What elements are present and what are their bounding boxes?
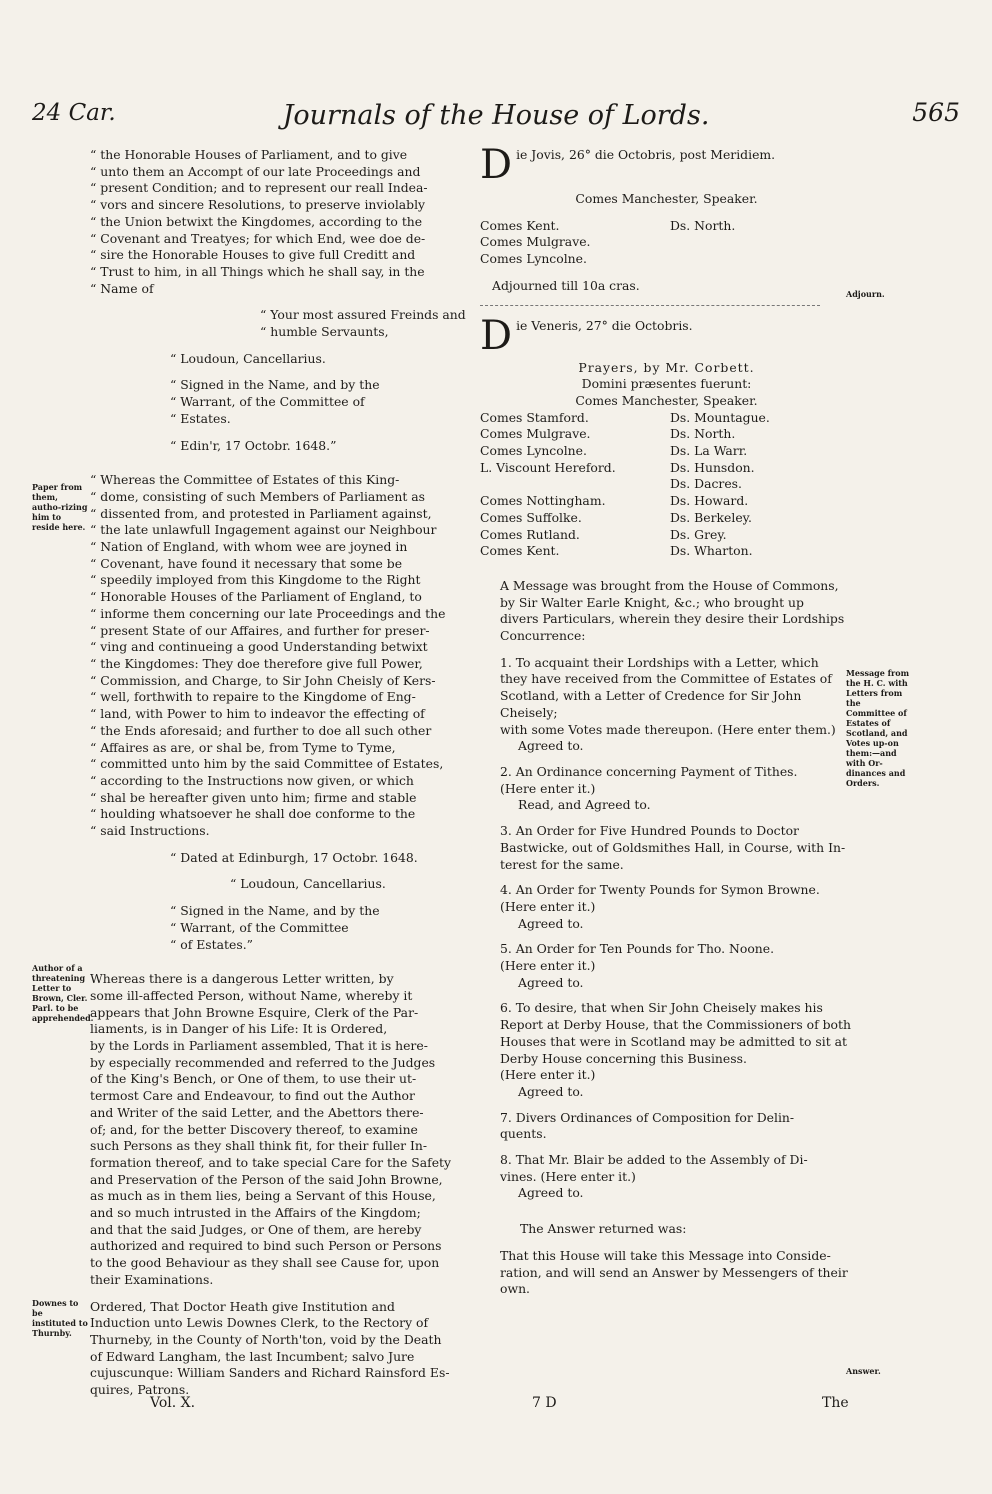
text-line: to the good Behaviour as they shall see Cause for, upon	[90, 1255, 440, 1271]
left-column	[90, 147, 466, 1399]
text-line: authorized and required to bind such Person or Persons	[90, 1238, 442, 1254]
text-line: “ houlding whatsoever he shall doe conforme to the	[90, 806, 416, 822]
text-line: “ Commission, and Charge, to Sir John Cheisly of Kers-	[90, 672, 436, 688]
margin-note-paper: Paper from them, autho-rizing him to reside here.	[32, 482, 88, 532]
text-line: their Examinations.	[90, 1271, 214, 1287]
item-line: with some Votes made thereupon. (Here enter them.)	[500, 721, 836, 737]
text-line: “ Warrant, of the Committee	[170, 919, 349, 935]
text-line: “ of Estates.”	[170, 936, 253, 952]
lord-name: Comes Rutland.	[480, 526, 580, 542]
day1-dropcap: D	[480, 142, 513, 188]
commission-date: “ Dated at Edinburgh, 17 Octobr. 1648.	[170, 849, 418, 865]
order-threatening-letter	[90, 971, 466, 1288]
text-line: Induction unto Lewis Downes Clerk, to the Rectory of	[90, 1315, 429, 1331]
text-line: “ committed unto him by the said Committee of Estates,	[90, 756, 444, 772]
letter-date: “ Edin'r, 17 Octobr. 1648.”	[170, 437, 337, 453]
message-item	[480, 823, 853, 882]
letter-signer: “ Loudoun, Cancellarius.	[170, 350, 326, 366]
text-line: quires, Patrons.	[90, 1382, 190, 1398]
margin-note-adjourn: Adjourn.	[846, 289, 885, 299]
text-line: as much as in them lies, being a Servant of this House,	[90, 1188, 436, 1204]
right-column	[480, 142, 853, 1298]
text-line: “ present Condition; and to represent our reall Indea-	[90, 180, 428, 196]
lord-name: Comes Lyncolne.	[480, 251, 587, 267]
item-line: 2. An Ordinance concerning Payment of Tithes.	[500, 763, 798, 779]
prayers: Prayers, by Mr. Corbett.	[578, 359, 755, 375]
margin-note-message: Message from the H. C. with Letters from the Committee of Estates of Scotland, and Votes up-on them:—and with Or-dinances and Orders.	[846, 668, 910, 788]
lord-name: Ds. La Warr.	[670, 443, 748, 459]
item-line: Derby House concerning this Business.	[500, 1050, 747, 1066]
text-line: of the King's Bench, or One of them, to use their ut-	[90, 1071, 417, 1087]
day1-heading: D ie Jovis, 26° die Octobris, post Meridiem.	[480, 142, 776, 188]
day2-heading: D ie Veneris, 27° die Octobris.	[480, 312, 693, 359]
item-line: Houses that were in Scotland may be admitted to sit at	[500, 1033, 848, 1049]
running-head-left: 24 Car.	[32, 100, 116, 126]
item-line: 3. An Order for Five Hundred Pounds to Doctor	[500, 823, 799, 839]
commission-signed-note	[90, 903, 466, 953]
lord-name: Ds. Dacres.	[670, 476, 742, 492]
item-line: 7. Divers Ordinances of Composition for Delin-	[500, 1109, 795, 1125]
item-line: terest for the same.	[500, 856, 624, 872]
day1-adjourned: Adjourned till 10a cras.	[492, 277, 640, 293]
lord-name: Ds. Howard.	[670, 493, 749, 509]
item-line: vines. (Here enter it.)	[500, 1168, 636, 1184]
text-line: “ Nation of England, with whom wee are joyned in	[90, 539, 408, 555]
item-line: (Here enter it.)	[500, 958, 596, 974]
text-line: own.	[500, 1281, 530, 1297]
letter-signoff	[90, 307, 466, 340]
lord-name: Comes Mulgrave.	[480, 234, 591, 250]
day2-dropcap: D	[480, 312, 513, 359]
text-line: “ speedily imployed from this Kingdome to the Right	[90, 572, 421, 588]
text-line: such Persons as they shall think fit, for their fuller In-	[90, 1138, 428, 1154]
answer-heading: The Answer returned was:	[520, 1221, 687, 1237]
text-line: “ Covenant and Treatyes; for which End, wee doe de-	[90, 230, 426, 246]
item-line: Report at Derby House, that the Commissioners of both	[500, 1017, 851, 1033]
lord-name: Comes Lyncolne.	[480, 443, 587, 459]
lord-name: Ds. North.	[670, 426, 736, 442]
text-line: and so much intrusted in the Affairs of the Kingdom;	[90, 1205, 421, 1221]
text-line: “ present State of our Affaires, and further for preser-	[90, 622, 430, 638]
text-line: “ Name of	[90, 280, 154, 296]
margin-note-downes: Downes to be instituted to Thurnby.	[32, 1298, 88, 1338]
text-line: of Edward Langham, the last Incumbent; salvo Jure	[90, 1348, 415, 1364]
commons-message	[480, 578, 853, 645]
text-line: “ Estates.	[170, 410, 231, 426]
item-line: 4. An Order for Twenty Pounds for Symon Browne.	[500, 882, 820, 898]
margin-note-author: Author of a threatening Letter to Brown, Cler. Parl. to be apprehended.	[32, 963, 94, 1023]
message-items	[480, 655, 853, 1211]
item-line: 1. To acquaint their Lordships with a Letter, which	[500, 654, 819, 670]
text-line: “ vors and sincere Resolutions, to preserve inviolably	[90, 197, 426, 213]
day1-lords-list	[480, 218, 853, 268]
day2-lords-list	[480, 410, 853, 560]
divider	[480, 305, 820, 306]
item-line: 5. An Order for Ten Pounds for Tho. Noone.	[500, 941, 775, 957]
text-line: “ dissented from, and protested in Parliament against,	[90, 505, 432, 521]
answer-text	[480, 1248, 853, 1298]
item-line: (Here enter it.)	[500, 780, 596, 796]
letter-signed-note	[90, 377, 466, 427]
lord-name	[480, 476, 670, 493]
text-line: and Preservation of the Person of the said John Browne,	[90, 1171, 443, 1187]
lord-name: Ds. Wharton.	[670, 543, 753, 559]
text-line: A Message was brought from the House of Commons,	[500, 577, 839, 593]
message-item	[480, 1000, 853, 1109]
text-line: some ill-affected Person, without Name, whereby it	[90, 987, 413, 1003]
lord-name: L. Viscount Hereford.	[480, 459, 616, 475]
lord-name: Comes Kent.	[480, 543, 560, 559]
item-agreed: Agreed to.	[518, 1083, 584, 1099]
footer-signature: 7 D	[532, 1395, 557, 1411]
text-line: “ the Ends aforesaid; and further to doe all such other	[90, 722, 432, 738]
item-line: Scotland, with a Letter of Credence for Sir John Cheisely;	[500, 688, 802, 720]
page-number: 565	[912, 98, 960, 127]
item-line: quents.	[500, 1126, 547, 1142]
lord-name: Ds. Mountague.	[670, 409, 770, 425]
lord-name: Ds. Grey.	[670, 526, 727, 542]
text-line: “ Signed in the Name, and by the	[170, 903, 380, 919]
lord-name: Comes Suffolke.	[480, 509, 582, 525]
item-agreed: Agreed to.	[518, 738, 584, 754]
text-line: formation thereof, and to take special Care for the Safety	[90, 1154, 452, 1170]
message-item	[480, 941, 853, 1000]
text-line: “ shal be hereafter given unto him; firme and stable	[90, 789, 417, 805]
text-line: cujuscunque: William Sanders and Richard Rainsford Es-	[90, 1365, 450, 1381]
text-line: by Sir Walter Earle Knight, &c.; who brought up	[500, 594, 804, 610]
message-item	[480, 1110, 853, 1152]
lord-name: Comes Nottingham.	[480, 493, 606, 509]
text-line: “ ving and continueing a good Understanding betwixt	[90, 639, 428, 655]
text-line: “ said Instructions.	[90, 823, 210, 839]
text-line: “ Covenant, have found it necessary that some be	[90, 555, 403, 571]
text-line: “ the Honorable Houses of Parliament, and to give	[90, 147, 408, 162]
item-agreed: Read, and Agreed to.	[518, 797, 651, 813]
lord-name: Comes Stamford.	[480, 409, 589, 425]
lord-name: Ds. Hunsdon.	[670, 459, 755, 475]
text-line: and that the said Judges, or One of them, are hereby	[90, 1221, 422, 1237]
text-line: “ Your most assured Freinds and	[260, 307, 466, 323]
item-line: Bastwicke, out of Goldsmithes Hall, in Course, with In-	[500, 839, 846, 855]
text-line: liaments, is in Danger of his Life: It is Ordered,	[90, 1021, 388, 1037]
footer-catchword: The	[822, 1395, 849, 1411]
text-line: “ according to the Instructions now given, or which	[90, 772, 414, 788]
text-line: “ Whereas the Committee of Estates of this King-	[90, 472, 400, 488]
text-line: “ Signed in the Name, and by the	[170, 377, 380, 393]
text-line: “ Honorable Houses of the Parliament of England, to	[90, 589, 422, 605]
text-line: Concurrence:	[500, 628, 586, 644]
text-line: “ well, forthwith to repaire to the Kingdome of Eng-	[90, 689, 416, 705]
lord-name: Ds. North.	[670, 217, 736, 233]
text-line: “ unto them an Accompt of our late Proceedings and	[90, 163, 421, 179]
text-line: by the Lords in Parliament assembled, That it is here-	[90, 1038, 428, 1054]
text-line: “ Affaires as are, or shal be, from Tyme to Tyme,	[90, 739, 396, 755]
footer-volume: Vol. X.	[150, 1395, 196, 1411]
text-line: “ Trust to him, in all Things which he shall say, in the	[90, 263, 425, 279]
item-line: (Here enter it.)	[500, 1067, 596, 1083]
message-item	[480, 882, 853, 941]
day1-speaker: Comes Manchester, Speaker.	[575, 191, 758, 206]
text-line: “ the Union betwixt the Kingdomes, according to the	[90, 213, 423, 229]
item-line: (Here enter it.)	[500, 898, 596, 914]
text-line: ration, and will send an Answer by Messengers of their	[500, 1264, 848, 1280]
text-line: appears that John Browne Esquire, Clerk of the Par-	[90, 1004, 419, 1020]
text-line: by especially recommended and referred to the Judges	[90, 1054, 436, 1070]
text-line: of; and, for the better Discovery thereof, to examine	[90, 1121, 418, 1137]
lord-name: Comes Mulgrave.	[480, 426, 591, 442]
message-item	[480, 764, 853, 823]
message-item	[480, 1152, 853, 1211]
text-line: “ dome, consisting of such Members of Parliament as	[90, 488, 426, 504]
item-agreed: Agreed to.	[518, 974, 584, 990]
text-line: termost Care and Endeavour, to find out the Author	[90, 1088, 415, 1104]
lord-name: Comes Kent.	[480, 217, 560, 233]
text-line: “ the late unlawfull Ingagement against our Neighbour	[90, 522, 437, 538]
page-title: Journals of the House of Lords.	[282, 100, 710, 131]
message-item	[480, 655, 853, 764]
text-line: Thurneby, in the County of North'ton, void by the Death	[90, 1332, 442, 1347]
lord-name: Ds. Berkeley.	[670, 509, 752, 525]
text-line: “ land, with Power to him to indeavor the effecting of	[90, 706, 425, 722]
text-line: and Writer of the said Letter, and the Abettors there-	[90, 1104, 424, 1120]
day2-speaker: Comes Manchester, Speaker.	[575, 392, 758, 408]
text-line: “ the Kingdomes: They doe therefore give full Power,	[90, 655, 423, 671]
item-line: they have received from the Committee of Estates of	[500, 671, 832, 687]
text-line: “ Warrant, of the Committee of	[170, 394, 365, 410]
text-line: “ informe them concerning our late Proceedings and the	[90, 605, 446, 621]
item-agreed: Agreed to.	[518, 1185, 584, 1201]
margin-note-answer: Answer.	[846, 1366, 881, 1376]
text-line: “ sire the Honorable Houses to give full Creditt and	[90, 247, 416, 263]
text-line: “ humble Servaunts,	[260, 324, 389, 340]
item-line: 8. That Mr. Blair be added to the Assembly of Di-	[500, 1152, 808, 1168]
text-line: Whereas there is a dangerous Letter written, by	[90, 971, 394, 987]
text-line: divers Particulars, wherein they desire their Lordships	[500, 611, 845, 627]
commission-signer: “ Loudoun, Cancellarius.	[230, 876, 386, 892]
item-agreed: Agreed to.	[518, 915, 584, 931]
text-line: Ordered, That Doctor Heath give Institution and	[90, 1298, 395, 1314]
commission-text	[90, 472, 466, 839]
text-line: That this House will take this Message into Conside-	[500, 1247, 831, 1263]
letter-text	[90, 147, 466, 297]
item-line: 6. To desire, that when Sir John Cheisely makes his	[500, 1000, 823, 1016]
order-downes-institution	[90, 1299, 466, 1399]
present-heading: Domini præsentes fuerunt:	[581, 376, 752, 392]
